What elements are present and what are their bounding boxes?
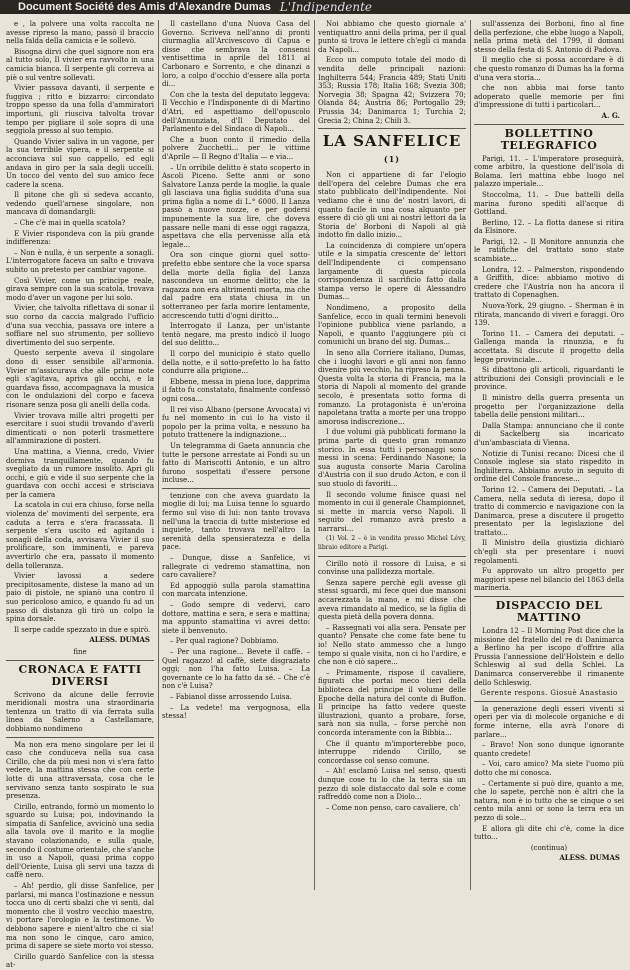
end-mark: fine: [73, 647, 87, 656]
author-signature: ALESS. DUMAS: [559, 853, 620, 863]
continued-mark: (continua): [530, 843, 568, 852]
article-paragraph: Un telegramma di Gaeta annuncia che tutte le persone arrestate ai Fondi su un fatto di Mariscotti Antonio, e un altro furono sospettati d'essere persone incluse...: [162, 441, 310, 485]
serial-paragraph: Che il quanto m'importerebbe poco, interruppe ridendo Cirillo, se concordasse col senso comune.: [318, 739, 466, 765]
article-paragraph: Vivier passava davanti, il serpente e fuggiva ; ritto e bizzarro: circondato troppo spesso da una folla d'ammiratori importuni, gli riusciva talvolta trovar tempo per pigliare il sole sopra di una seggiola presso al suo tempio.: [6, 84, 154, 136]
telegram-paragraph: Fu approvato un altro progetto per maggiori spese nel bilancio del 1863 della marineria.: [474, 567, 624, 593]
article-paragraph: Vivier, che talvolta riflettava di sonar il suo corno da caccia malgrado l'ufficio d'una sua vecchia, passava ore intere a soffiare nel suo strumento, per sollievo divertimento del suo serpente.: [6, 304, 154, 347]
serial-paragraph: – Per una ragione... Bevete il caffè. – Quel ragazzo! al caffè, siete disgraziato oggi; non l'ha fatto Luisa. – La governante ce lo ha fatto da sé. – Che c'è non c'è Luisa?: [162, 647, 310, 691]
article-paragraph: Il corpo del municipio è stato quello della notte, e il sotto-prefetto lo ha fatto condurre alla prigione...: [162, 349, 310, 376]
telegram-paragraph: Londra, 12. – Palmerston, rispondendo a Griffith, dice: abbiamo motivo di credere che l'Austria non ha ancora il trattato di Copenaghen.: [474, 265, 624, 300]
telegram-paragraph: Stoccolma, 11. – Due battelli della marina furono spediti all'acque di Gottland.: [474, 190, 624, 217]
article-paragraph: Ora son cinque giorni quel sotto-prefetto ebbe sentore che la voce sparsa della morte della figlia del Lanza nascondeva un enorme delitto; che la ragazza non era altrimenti morta, ma che dal padre era stata chiusa in un sotterraneo per farla morire lentamente, accrescendo tutti d'ogni diritto...: [162, 251, 310, 320]
article-paragraph: Scrivono da alcune delle ferrovie meridionali mostra una straordinaria tentenza un tratto di via ferrata sulla linea da Salerno a Castellamare, dobbiamo nondimeno: [6, 690, 154, 733]
author-initials: A. G.: [601, 110, 620, 120]
article-paragraph: Vivier trovava mille altri progetti per esercitare i suoi studii trovando d'averli dimenticati o non poterli trasmettere all'ammirazione di posteri.: [6, 411, 154, 446]
telegram-paragraph: Londra 12 – Il Morning Post dice che la missione del fratello del re di Danimarca a Berlino ha per iscopo d'offrire alla Prussia l'annessione dell'Holstein e dello Schleswig al sud della Schlei. La Danimarca conserverebbe il rimanente dello Schleswig.: [474, 627, 624, 687]
article-paragraph: Ecco un computo totale del modo di vendita delle principali nazioni: Inghilterra 544; Francia 489; Stati Uniti 353; Russia 178; Italia 168; Svezia 308; Norvegia 38; Spagna 42; Svizzera 70; Olanda 84; Austria 86; Portogallo 29; Prussia 34; Danimarca 1; Turchia 2; Grecia 2; China 2; Chili 3.: [318, 56, 466, 125]
article-paragraph: In seno alla Corriere italiano, Dumas, che i luoghi lavori e gli anni non fanno divenire più vecchio, ha ripreso la penna. Questa volta la storia di Francia, ma la storia di Napoli al momento del grande secolo, è presentata sotto forma di romanzo. La protagonista è un'eroina napoletana tratta a morte per una troppo amorosa indiscrezione...: [318, 349, 466, 426]
footnote: (1) Vol. 2 – è in vendita presso Michel Lévy, libraio editore a Parigi.: [318, 535, 466, 552]
serial-paragraph: – Godo sempre di vedervi, caro dottore, mattina e sera, e sera e mattina; ma appunto stamattina vi avrei detto: siete il benvenuto.: [162, 601, 310, 635]
article-paragraph: che non abbia mai forse tanto adoperato quelle memorie per fini d'impressione di tutti i particolari...: [474, 84, 624, 110]
divider: [318, 128, 466, 129]
telegram-paragraph: Nuova-York, 29 giugno. – Sherman è in ritirata, mancando di viveri e foraggi. Oro 139.: [474, 302, 624, 328]
serial-paragraph: Cirillo, entrando, formò un momento lo sguardo su Luisa; poi, indovinando la simpatia di Sanfelice, avvicinò una sedia alla tavola ove il marito e la moglie stavano colazionando, e sulla quale, secondo il costume orientale, che s'anche in uso a Napoli, quasi prima coppo dell'Oriente, Luisa gli servi una tazza di caffè nero.: [6, 802, 154, 880]
serial-paragraph: E allora gli dite chi c'è, come la dice tutto...: [474, 824, 624, 842]
article-paragraph: – Che c'è mai in quella scatola?: [14, 219, 126, 228]
column-rule-2: [314, 20, 315, 890]
section-title-cronaca: CRONACA E FATTI DIVERSI: [18, 662, 142, 688]
article-paragraph: Il meglio che si possa accordare è di che questo romanzo di Dumas ha la forma d'una vera storia...: [474, 56, 624, 82]
telegram-paragraph: Si dibattono gli articoli, riguardanti le attribuzioni dei Consigli provinciali e le province.: [474, 366, 624, 392]
serial-paragraph: – Dunque, disse a Sanfelice, vi rallegrate ci vedremo stamattina, non caro cavaliere?: [162, 554, 310, 580]
article-paragraph: Nondimeno, a proposito della Sanfelice, ecco in quali termini benevoli l'opinione pubblica viene parlando, a Napoli, e quanto l'aggiungere più ci comunichi un brano del sig. Dumas...: [318, 304, 466, 347]
divider: [162, 488, 310, 489]
article-paragraph: E Vivier rispondeva con la più grande indifferenza:: [6, 229, 154, 247]
article-paragraph: – Non è nulla, è un serpente a sonagli. L'interrogatore faceva un salto e trovava subito un pretesto per cambiar vagone.: [6, 248, 154, 275]
serial-paragraph: – Bravo! Non sono dunque ignorante quanto credete!: [474, 741, 624, 758]
article-paragraph: Vivier lavossi a sedere precipitosamente, distese la mano ad un paio di pistole, ne spianò una contro il suo pericoloso amico, e quando fu ad un passo di distanza gli tirò un colpo la spina dorsale.: [6, 572, 154, 624]
column-4: [474, 20, 624, 894]
divider: [318, 556, 466, 557]
author-signature: ALESS. DUMAS: [89, 635, 150, 645]
telegram-paragraph: Notizie di Tunisi recano: Dicesi che il Console inglese sia stato rispedito in Inghilterra. Abbiamo avuto in seguito di ordine del Console francese...: [474, 449, 624, 484]
article-paragraph: Quando Vivier saliva in un vagone, per la sua terribile vipera, e il serpente si acconciava sul suo cappello, ed egli andava in giro per la sala degli uccelli. Un tocco del vento del suo amico fece cadere la scena.: [6, 137, 154, 189]
serial-paragraph: Ed appoggiò sulla parola stamattina con marcata intenzione.: [162, 581, 310, 599]
newspaper-masthead: L'Indipendente: [279, 0, 372, 14]
serial-paragraph: – Ah! esclamò Luisa nel senso, questi dunque cose tu lo che la terra sia un pezzo di sole distaccato dal sole e come raffreddò come non a Diolo...: [318, 767, 466, 802]
article-paragraph: e , la polvere una volta raccolta ne avesse ripreso la mano, passò il braccio nella falda della camicia e le sollevò.: [6, 20, 154, 46]
article-paragraph: Che a buon conto il rimedio della polvere Zucchetti... per le vittime d'Aprile — Il Regno d'Italia — e via...: [162, 135, 310, 161]
article-paragraph: Il rei viso Albano (persone Avvocata) vi fu nel momento in cui lo ha visto il popolo per la prima volta, e nessuno ha potuto trattenere la indignazione...: [162, 405, 310, 440]
article-paragraph: Bisogna dirvi che quel signore non era al tutto solo, Il vivier era ravvolto in una camicia bianca. Il serpente gli correva ai piè o sul ventre sollevati.: [6, 47, 154, 82]
article-paragraph: Non ci appartiene di far l'elogio dell'opera del celebre Dumas che era stato pubblicato dell'Indipendente. Noi vediamo che è uno de' nostri lavori, di quanto facile in una cosa alquanto per essere di ciò gli uni ai nostri lettori da la Storia de' Borboni di Napoli al già indotto fin dallo inizio...: [318, 171, 466, 240]
divider: [474, 124, 624, 125]
serial-paragraph: – La vedete! ma vergognosa, ella stessa!: [162, 703, 310, 721]
article-paragraph: La coincidenza di compiere un'opera utile e la simpatia crescente de' lettori dell'Indipendente ci compensano largamente di questa piccola corrispondenza il sacrificio fatto dalla stampa verso le opere di Alessandro Dumas...: [318, 241, 466, 302]
serial-paragraph: Cirillo notò il rossore di Luisa, e si convinse una pallidezza mortale.: [318, 559, 466, 577]
section-title-dispaccio: DISPACCIO DEL MATTINO: [495, 599, 603, 625]
serial-paragraph: Senza sapere perchè egli avesse gli stessi sguardi, mi fece quei due mansoni accarezzata la mano, e mi disse che aveva rimandato al medico, se la figlia di questa pietà della povera donna.: [318, 578, 466, 622]
telegram-paragraph: Il Ministro della giustizia dichiarò ch'egli sta per presentare i nuovi regolamenti.: [474, 539, 624, 565]
telegram-paragraph: Il ministro della guerra presenta un progetto per l'organizzazione della tabella delle pensioni militari...: [474, 393, 624, 420]
article-paragraph: Questo serpente aveva il singolare dono di esser sensibile all'armonia. Vivier m'assicurava che alle prime note egli s'agitava, apriva gli occhi, e la guardava fisso, accompagnava la musica con le ondulazioni del corpo e faceva risonare senza posa gli anelli della coda.: [6, 349, 154, 409]
article-paragraph: sull'assenza dei Borboni, fino al fine della perfezione, che ebbe luogo a Napoli, nella prima metà del 1799, il domani stesso della festa di S. Antonio di Padova.: [474, 20, 624, 54]
column-rule-3: [470, 20, 471, 890]
serial-paragraph: la generazione degli esseri viventi si operi per via di molecole organiche e di forme interne, ella avrà l'onore di parlare...: [474, 704, 624, 739]
telegram-paragraph: Torino 11. – Camera dei deputati. – Gallenga manda la rinunzia, e fu accettata. Si discute il progetto della legge provinciale...: [474, 329, 624, 364]
serial-paragraph: Ma non era meno singolare per lei il caso che conduceva nella sua casa Cirillo, che da più mesi non vi s'era fatto vedere, la mattina stessa che con certe lotte di una attraversata, cosa che le servivano senza tanto sospirato le sua presenza.: [6, 740, 154, 801]
article-paragraph: Il castellano d'una Nuova Casa del Governo. Scriveva nell'anno di pronti ciurmaglia all'Arcivescovo di Capua e disse che sembrava la consensi ventisettima in aprile del 1811 al Carbonaro e Sorrento, e che dinanzi a loro, a colpo d'occhio d'essere alla porta di...: [162, 20, 310, 89]
article-paragraph: Il serpe cadde spezzato in due e spirò.: [14, 625, 151, 634]
serial-paragraph: – Voi, caro amico? Ma siete l'uomo più dotto che mi conosca.: [474, 760, 624, 777]
column-rule-1: [158, 20, 159, 890]
telegram-paragraph: Berlino, 12. – La flotta danese si ritira da Elsinore.: [474, 218, 624, 236]
serial-paragraph: Cirillo guardò Sanfelice con la stessa at-: [6, 952, 154, 970]
serial-paragraph: – Primamente, rispose il cavaliere, figurati che portai meco tieri della biblioteca del principe il volume delle Epoche della natura del conte di Buffon. Il principe ha fatto vedere queste illustrazioni, quanto a probare, forse, sarà non sia nulla, – forse perchè non concorda interamente con la Bibbia...: [318, 668, 466, 737]
serial-paragraph: – Fabianol disse arrossendo Luisa.: [170, 692, 292, 701]
article-paragraph: Ebbene, messa in piena luce, dapprima il fatto fu constatato, finalmente confessò ogni cosa...: [162, 377, 310, 403]
column-1: [6, 20, 154, 970]
gerente-line: Gerente respons. Giosuè Anastasio: [480, 689, 618, 698]
feuilleton-title: [318, 133, 466, 167]
article-paragraph: Noi abbiamo che questo giornale a' ventiquattro anni della prima, per il qual punto si trova le lettere ch'egli ci manda da Napoli...: [318, 20, 466, 54]
section-title-bollettino: BOLLETTINO TELEGRAFICO: [500, 126, 598, 152]
telegram-paragraph: Torino 12. – Camera dei Deputati. – La Camera, nella seduta di ieresa, dopo il tratto di commercio e navigazione con la Danimarca, prese a discutere il progetto presentato per la legislazione del trattato...: [474, 485, 624, 537]
footnote-marker: (1): [383, 154, 401, 165]
document-header-title: Document Société des Amis d'Alexandre Dumas: [18, 1, 271, 13]
article-paragraph: La scatola in cui era chiuso, forse nella violenza de' movimenti del serpente, era caduta a terra e s'era fracassata. Il serpente s'era uscito ed agitando i sonagli della coda, avvisava Vivier il suo prolificare, son imminenti, e pareva avvertirlo che era, passato il momento della tolleranza.: [6, 501, 154, 570]
article-paragraph: Con che la testa del deputato leggeva: Il Vecchio e l'Indisponente di di Martino d'Atri, ed aspettiamo dell'opuscolo dell'Annunziata, d'Il Deputato del Parlamento e del Sindaco di Napoli...: [162, 90, 310, 134]
article-paragraph: I due volumi già pubblicati formano la prima parte di questo gran romanzo storico. In essa tutti i personaggi sono messi in scena: Ferdinando Nasone; la sua augusta consorte Maria Carolina d'Austria con il suo drudo Acton, e con il suo stuolo di favoriti...: [318, 428, 466, 488]
article-paragraph: Così Vivier, come un principe reale, girava sempre con la sua scatola, trovava modo d'aver un vagone per lui solo.: [6, 276, 154, 302]
serial-paragraph: tenzione con che aveva guardato la moglie di lui; ma Luisa tenne lo sguardo fermo sul viso di lui: non tanto trovava nell'una la traccia di tutte misteriose ed inquiete, tanto trovava nell'altro la serenità della spensieratezza e della pace.: [162, 491, 310, 552]
serial-paragraph: – Rassegnati voi alla sera. Pensate per quanto? Pensate che come fate bene tu io! Nello stato ammesso che a lungo tempo si quale visita, non ci ho l'ardire, e che non è ciò sapere...: [318, 623, 466, 667]
article-paragraph: – Un orribile delitto è stato scoperto in Ascoli Piceno. Sette anni or sono Salvatore Lanza perde la moglie, la quale gli lasciava una figlia suddita d'una sua prima figlia a nome di L.° 6000. Il Lanza passò a nuove nozze, e per godersi impunemente la sua lire, che doveva passare nelle mani di esse oggi ragazza, aspettava che ella pervenisse alla età legale...: [162, 163, 310, 249]
article-paragraph: Il secondo volume finisce quasi nel momento in cui il generale Championnet, si mette in marcia verso Napoli. Il seguito del romanzo avrà presto a narrarsi...: [318, 490, 466, 533]
serial-paragraph: – Certamente si può dire, quanto a me, che lo sapete, perchè non è altri che la natura, non è io tutto che se cinque o sei cento mila anni or sono la terra era un pezzo di sole...: [474, 779, 624, 822]
column-2: [162, 20, 310, 894]
divider: [474, 596, 624, 597]
divider: [474, 701, 624, 702]
serial-paragraph: – Per qual ragione? Dobbiamo.: [170, 637, 279, 646]
article-paragraph: Il pitone che gli si sedeva accanto, vedendo quell'arnese singolare, non mancava di domandargli:: [6, 191, 154, 217]
feuilleton-title-text: LA SANFELICE: [322, 132, 462, 151]
telegram-paragraph: Parigi, 11. – L'imperatore proseguirà, come arbitro, la questione dell'isola di Bolama. Ieri mattina ebbe luogo nel palazzo imperiale...: [474, 154, 624, 189]
column-3: [318, 20, 466, 894]
divider: [6, 660, 154, 661]
serial-paragraph: – Ah! perdio, gli disse Sanfelice, per parlarsi, mi manca l'ostinazione e nessun tocca uno di certi sbalzi che vi senti, dal momento che il vostro vecchio maestro, vi portare l'orologio e la testimone. Vo debbono sapere e nient'altro che ci sia! ma non sono le cinque, caro amico, prima di sapere se siete morto voi stesso.: [6, 882, 154, 951]
telegram-paragraph: Parigi, 12. – Il Monitore annunzia che le ratifiche del trattato sono state scambiate...: [474, 237, 624, 264]
article-paragraph: Interrogato il Lanza, per un'istante tentò negare, ma presto indicò il luogo del suo delitto...: [162, 322, 310, 348]
divider: [6, 737, 154, 738]
article-paragraph: Una mattina, a Vienna, credo, Vivier dormiva tranquillamente, quando fu svegliato da un rumore insolito. Apri gli occhi, e giù e vide il suo serpente che la guardava con occhi accesi e strisciava per la camera: [6, 447, 154, 499]
telegram-paragraph: Dalla Stampa: annunciano che il conte di Sackelberg sia incaricato d'un'ambasciata di Vienna.: [474, 421, 624, 447]
serial-paragraph: – Come non penso, caro cavaliere, ch': [326, 803, 461, 812]
